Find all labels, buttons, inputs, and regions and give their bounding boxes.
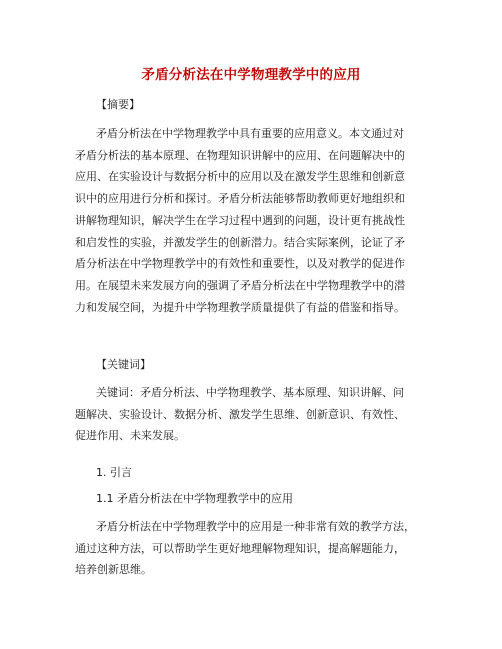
body-line: 培养创新思维。: [75, 563, 152, 577]
abstract-paragraph: [75, 123, 435, 318]
abstract-heading: 【摘要】: [96, 98, 140, 111]
abstract-line: 应用、在实验设计与数据分析中的应用以及在激发学生思维和创新意: [75, 170, 405, 184]
section-heading-1-1: 1.1 矛盾分析法在中学物理教学中的应用: [96, 492, 293, 505]
abstract-line: 识中的应用进行分析和探讨。矛盾分析法能够帮助教师更好地组织和: [75, 192, 405, 206]
abstract-line: 矛盾分析法在中学物理教学中具有重要的应用意义。本文通过对: [96, 127, 404, 140]
keywords-line: 关键词：矛盾分析法、中学物理教学、基本原理、知识讲解、问: [96, 386, 404, 399]
body-line: 通过这种方法，可以帮助学生更好地理解物理知识，提高解题能力，: [75, 541, 405, 555]
abstract-line: 力和发展空间，为提升中学物理教学质量提供了有益的借鉴和指导。: [75, 300, 405, 314]
abstract-line: 和启发性的实验，并激发学生的创新潜力。结合实际案例，论证了矛: [75, 235, 405, 249]
body-line: 矛盾分析法在中学物理教学中的应用是一种非常有效的教学方法，: [96, 520, 415, 533]
abstract-line: 矛盾分析法的基本原理、在物理知识讲解中的应用、在问题解决中的: [75, 148, 405, 162]
abstract-line: 用。在展望未来发展方向的强调了矛盾分析法在中学物理教学中的潜: [75, 278, 405, 292]
keywords-line: 题解决、实验设计、数据分析、激发学生思维、创新意识、有效性、: [75, 407, 405, 421]
section-heading-1: 1. 引言: [96, 466, 132, 479]
keywords-line: 促进作用、未来发展。: [75, 429, 185, 443]
body-paragraph: [75, 516, 435, 581]
abstract-line: 盾分析法在中学物理教学中的有效性和重要性，以及对教学的促进作: [75, 257, 405, 271]
document-title: 矛盾分析法在中学物理教学中的应用: [141, 67, 361, 83]
keywords-heading: 【关键词】: [96, 358, 151, 371]
abstract-line: 讲解物理知识，解决学生在学习过程中遇到的问题，设计更有挑战性: [75, 213, 405, 227]
keywords-paragraph: [75, 382, 435, 447]
